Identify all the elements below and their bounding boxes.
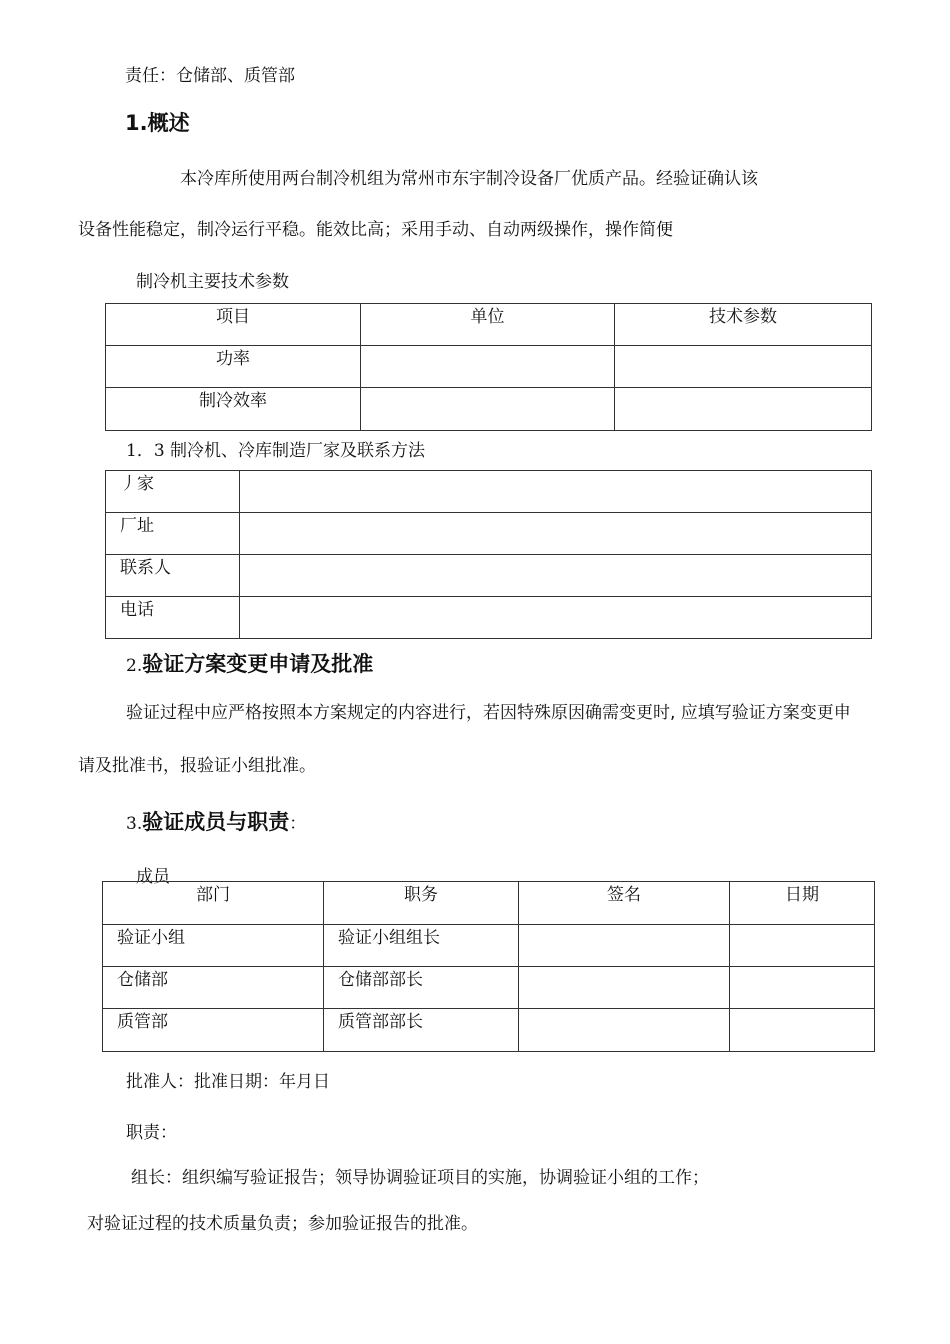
members-cell-department: 验证小组 xyxy=(103,925,324,967)
members-caption: 成员 xyxy=(136,867,170,887)
overview-paragraph-line-2: 设备性能稳定，制冷运行平稳。能效比高；采用手动、自动两级操作，操作简便 xyxy=(78,220,673,240)
params-cell xyxy=(615,346,872,388)
params-cell xyxy=(361,346,615,388)
members-cell-signature xyxy=(519,1009,730,1052)
members-header-position: 职务 xyxy=(324,882,519,925)
duty-line-1: 组长：组织编写验证报告；领导协调验证项目的实施，协调验证小组的工作； xyxy=(131,1168,709,1188)
table-row xyxy=(103,967,875,1009)
section-3-colon: ： xyxy=(289,814,307,834)
members-table-header-row xyxy=(103,882,875,925)
section-2-number: 2. xyxy=(126,656,143,676)
params-cell: 制冷效率 xyxy=(106,388,361,431)
maker-label: 丿家 xyxy=(106,471,240,513)
members-cell-signature xyxy=(519,925,730,967)
members-header-department: 部门 xyxy=(103,882,324,925)
table-row xyxy=(103,925,875,967)
maker-value xyxy=(240,555,872,597)
members-header-signature: 签名 xyxy=(519,882,730,925)
table-row xyxy=(106,513,872,555)
section-1-title: 1.概述 xyxy=(125,111,190,135)
params-cell: 功率 xyxy=(106,346,361,388)
params-table-caption: 制冷机主要技术参数 xyxy=(136,272,289,292)
responsibility-line: 责任：仓储部、质管部 xyxy=(125,66,295,86)
maker-table xyxy=(105,470,872,639)
params-cell xyxy=(615,388,872,431)
members-cell-date xyxy=(730,925,875,967)
params-cell xyxy=(361,388,615,431)
members-table xyxy=(102,881,875,1052)
members-cell-department: 仓储部 xyxy=(103,967,324,1009)
table-row xyxy=(103,1009,875,1052)
section-3-number: 3. xyxy=(126,814,143,834)
table-row xyxy=(106,388,872,431)
params-header-value: 技术参数 xyxy=(615,304,872,346)
members-cell-department: 质管部 xyxy=(103,1009,324,1052)
duties-label: 职责： xyxy=(126,1123,177,1143)
members-cell-position: 验证小组组长 xyxy=(324,925,519,967)
members-cell-signature xyxy=(519,967,730,1009)
section-3-title: 验证成员与职责 xyxy=(142,810,290,834)
table-row xyxy=(106,597,872,639)
table-row xyxy=(106,555,872,597)
params-table-header-row xyxy=(106,304,872,346)
approval-line: 批准人：批准日期：年月日 xyxy=(126,1072,330,1092)
overview-paragraph-line-1: 本冷库所使用两台制冷机组为常州市东宇制冷设备厂优质产品。经验证确认该 xyxy=(180,169,758,189)
maker-value xyxy=(240,471,872,513)
table-row xyxy=(106,346,872,388)
section-2-title: 验证方案变更申请及批准 xyxy=(142,652,374,676)
maker-value xyxy=(240,597,872,639)
params-table xyxy=(105,303,872,431)
maker-label: 厂址 xyxy=(106,513,240,555)
members-cell-date xyxy=(730,967,875,1009)
change-paragraph-line-2: 请及批准书，报验证小组批准。 xyxy=(78,756,316,776)
change-paragraph-line-1: 验证过程中应严格按照本方案规定的内容进行，若因特殊原因确需变更时, 应填写验证方案变更申 xyxy=(126,703,851,723)
params-header-item: 项目 xyxy=(106,304,361,346)
members-cell-date xyxy=(730,1009,875,1052)
members-header-date: 日期 xyxy=(730,882,875,925)
maker-table-caption: 1．3 制冷机、冷库制造厂家及联系方法 xyxy=(126,441,426,461)
maker-label: 联系人 xyxy=(106,555,240,597)
members-cell-position: 仓储部部长 xyxy=(324,967,519,1009)
section-2-heading xyxy=(126,648,373,678)
members-cell-position: 质管部部长 xyxy=(324,1009,519,1052)
params-header-unit: 单位 xyxy=(361,304,615,346)
maker-value xyxy=(240,513,872,555)
duty-line-2: 对验证过程的技术质量负责；参加验证报告的批准。 xyxy=(87,1214,478,1234)
maker-label: 电话 xyxy=(106,597,240,639)
section-3-heading xyxy=(126,806,306,836)
table-row xyxy=(106,471,872,513)
